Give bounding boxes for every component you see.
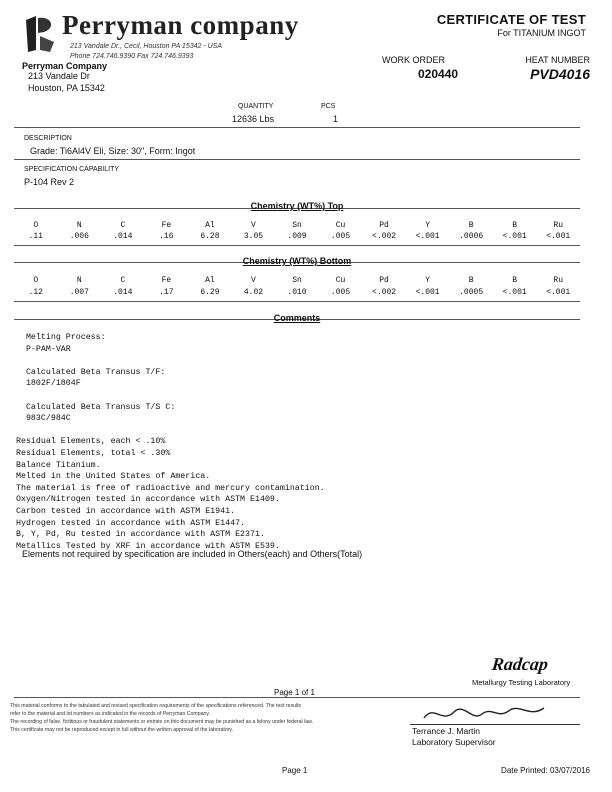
chemistry-top-title: Chemistry (WT%) Top xyxy=(250,201,344,211)
fine-print-line: This material conforms to the tabulated and revised specification requirements of the specifications referenced. The test results xyxy=(10,703,302,709)
chemistry-cell: Ru xyxy=(553,276,564,285)
comment-line xyxy=(16,355,576,367)
comment-line: Oxygen/Nitrogen tested in accordance with ASTM E1409. xyxy=(16,495,280,505)
chemistry-cell: C xyxy=(120,276,126,285)
divider xyxy=(14,301,580,302)
chemistry-cell: Y xyxy=(425,276,431,285)
company-phone: Phone 724.746.9390 Fax 724.746.9393 xyxy=(70,53,194,60)
chemistry-cell: .005 xyxy=(330,232,351,241)
chemistry-cell: N xyxy=(76,221,82,230)
elements-note: Elements not required by specification are included in Others(each) and Others(Total) xyxy=(22,549,363,559)
chemistry-cell: .014 xyxy=(113,288,133,297)
signature-line xyxy=(410,724,580,725)
quantity-label: QUANTITY xyxy=(238,103,274,110)
chemistry-cell: B xyxy=(512,221,518,230)
divider xyxy=(14,697,580,698)
chemistry-cell: <.001 xyxy=(546,232,571,241)
chemistry-cell: .014 xyxy=(113,232,133,241)
signer-name: Terrance J. Martin xyxy=(412,726,481,736)
lab-name: Metallurgy Testing Laboratory xyxy=(472,678,571,687)
chemistry-cell: <.001 xyxy=(415,288,440,297)
chemistry-cell: O xyxy=(33,276,39,285)
lab-logo: Radcap xyxy=(491,654,550,674)
chemistry-cell: 6.28 xyxy=(200,232,220,241)
chemistry-cell: Pd xyxy=(379,221,389,230)
chemistry-cell: Sn xyxy=(292,221,302,230)
company-logo xyxy=(22,14,58,54)
description-label: DESCRIPTION xyxy=(24,135,72,142)
chemistry-bottom-values xyxy=(14,288,580,298)
chemistry-cell: Cu xyxy=(335,276,346,285)
specification-label: SPECIFICATION CAPABILITY xyxy=(24,166,120,173)
signer-title: Laboratory Supervisor xyxy=(412,737,496,747)
chemistry-cell: <.001 xyxy=(502,232,527,241)
comments-title: Comments xyxy=(273,313,321,323)
fine-print-line: The recording of false, fictitious or fraudulent statements or entries on this document may be punished as a felony under federal law. xyxy=(10,719,314,725)
comment-line: Melted in the United States of America. xyxy=(16,472,211,482)
chemistry-cell: .11 xyxy=(28,232,43,241)
chemistry-cell: V xyxy=(251,276,256,285)
comment-line: Residual Elements, total < .30% xyxy=(16,448,171,458)
chemistry-cell: .007 xyxy=(69,288,89,297)
chemistry-cell: .009 xyxy=(287,232,307,241)
chemistry-cell: .010 xyxy=(287,288,307,297)
comment-line: P-PAM-VAR xyxy=(16,344,71,354)
work-order-value: 020440 xyxy=(418,67,459,81)
comment-line: Carbon tested in accordance with ASTM E1941. xyxy=(16,506,236,516)
chemistry-cell: <.002 xyxy=(372,232,397,241)
description-value: Grade: Ti6Al4V Eli, Size: 30", Form: Ingot xyxy=(30,146,196,156)
divider xyxy=(14,127,580,128)
specification-value: P-104 Rev 2 xyxy=(24,177,75,187)
certificate-subtitle: For TITANIUM INGOT xyxy=(497,28,586,38)
chemistry-cell: .0006 xyxy=(459,232,484,241)
chemistry-cell: Ru xyxy=(553,221,564,230)
fine-print-line: refer to the material and lot numbers as indicated in the records of Perryman Company. xyxy=(10,711,211,717)
chemistry-cell: 4.02 xyxy=(243,288,264,297)
chemistry-cell: .17 xyxy=(159,288,174,297)
chemistry-cell: 6.29 xyxy=(200,288,220,297)
chemistry-cell: .005 xyxy=(330,288,351,297)
chemistry-cell: Al xyxy=(205,276,215,285)
chemistry-cell: Fe xyxy=(161,221,172,230)
work-order-label: WORK ORDER xyxy=(382,55,445,65)
comments-body xyxy=(16,332,576,552)
chemistry-cell: O xyxy=(33,221,39,230)
comment-line: Balance Titanium. xyxy=(16,460,101,470)
pcs-label: PCS xyxy=(321,103,336,110)
chemistry-cell: .006 xyxy=(69,232,89,241)
quantity-value: 12636 Lbs xyxy=(232,114,275,124)
chemistry-cell: <.002 xyxy=(372,288,397,297)
comment-line: Metallics Tested by XRF in accordance with ASTM E539. xyxy=(16,541,280,551)
page-indicator: Page 1 of 1 xyxy=(274,688,315,697)
chemistry-bottom-title: Chemistry (WT%) Bottom xyxy=(242,256,352,266)
chemistry-cell: .12 xyxy=(28,288,43,297)
chemistry-top-values xyxy=(14,232,580,242)
company-name: Perryman company xyxy=(62,10,299,40)
chemistry-cell: Cu xyxy=(335,221,346,230)
comment-line: Calculated Beta Transus T/S C: xyxy=(16,402,176,412)
comment-line: Residual Elements, each < .10% xyxy=(16,437,166,447)
chemistry-cell: Sn xyxy=(292,276,302,285)
customer-address-line2: Houston, PA 15342 xyxy=(28,83,105,93)
comment-line xyxy=(16,390,576,402)
chemistry-cell: .16 xyxy=(159,232,174,241)
comment-line: 983C/984C xyxy=(16,414,71,424)
chemistry-cell: V xyxy=(251,221,256,230)
comment-line: Melting Process: xyxy=(16,333,106,342)
chemistry-cell: Y xyxy=(425,221,431,230)
chemistry-cell: N xyxy=(76,276,82,285)
chemistry-cell: Pd xyxy=(379,276,389,285)
chemistry-cell: <.001 xyxy=(546,288,571,297)
comment-line: The material is free of radioactive and mercury contamination. xyxy=(16,483,325,493)
chemistry-cell: .0005 xyxy=(459,288,484,297)
comment-line: 1802F/1804F xyxy=(16,379,81,389)
date-printed: Date Printed: 03/07/2016 xyxy=(501,766,590,775)
page-number: Page 1 xyxy=(282,766,308,775)
divider xyxy=(14,245,580,246)
customer-address-line1: 213 Vandale Dr xyxy=(28,71,90,81)
chemistry-top-headers xyxy=(14,221,580,231)
certificate-title: CERTIFICATE OF TEST xyxy=(436,12,586,27)
customer-name: Perryman Company xyxy=(22,61,108,71)
chemistry-cell: 3.05 xyxy=(243,232,264,241)
heat-number-label: HEAT NUMBER xyxy=(525,55,590,65)
chemistry-bottom-headers xyxy=(14,276,580,286)
chemistry-cell: B xyxy=(512,276,518,285)
chemistry-cell: <.001 xyxy=(415,232,440,241)
chemistry-cell: Fe xyxy=(161,276,172,285)
company-address: 213 Vandale Dr., Cecil, Houston PA 15342 - USA xyxy=(70,43,223,50)
chemistry-cell: B xyxy=(468,221,474,230)
chemistry-cell: <.001 xyxy=(502,288,527,297)
chemistry-cell: Al xyxy=(205,221,215,230)
chemistry-cell: B xyxy=(468,276,474,285)
pcs-value: 1 xyxy=(333,114,339,124)
comment-line: Calculated Beta Transus T/F: xyxy=(16,367,166,377)
divider xyxy=(14,159,580,160)
comment-line: Hydrogen tested in accordance with ASTM E1447. xyxy=(16,518,246,528)
chemistry-cell: C xyxy=(120,221,126,230)
heat-number-value: PVD4016 xyxy=(530,66,590,82)
comment-line xyxy=(16,425,576,437)
comment-line: B, Y, Pd, Ru tested in accordance with ASTM E2371. xyxy=(16,530,265,540)
fine-print-line: This certificate may not be reproduced except in full without the written approval of the laboratory. xyxy=(10,727,234,733)
